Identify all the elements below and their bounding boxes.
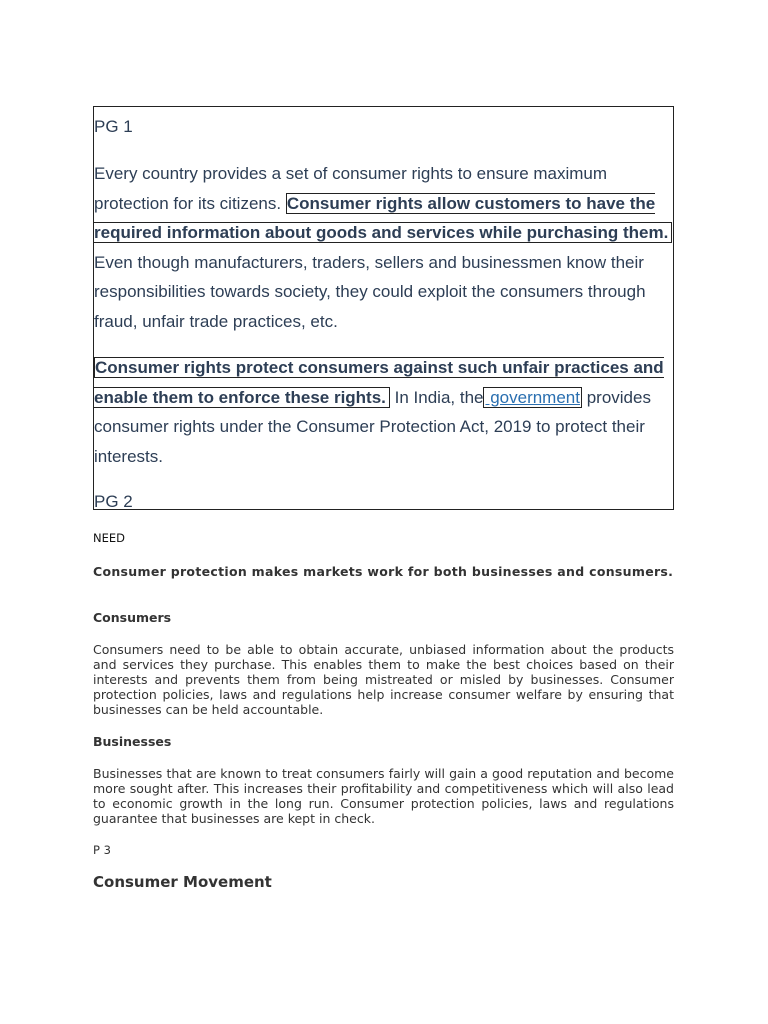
- consumers-paragraph: Consumers need to be able to obtain accurate, unbiased information about the products and services they purchase. This enables them to make the best choices based on their interests and prevents them from being mistreated or misled by businesses. Consumer protection policies, laws and regulations help increase consumer welfare by ensuring that businesses can be held accountable.: [93, 642, 674, 717]
- businesses-paragraph: Businesses that are known to treat consumers fairly will gain a good reputation and become more sought after. This increases their profitability and competitiveness which will also lead to economic growth in the long run. Consumer protection policies, laws and regulations guarantee that businesses are kept in check.: [93, 766, 674, 826]
- consumer-movement-heading: Consumer Movement: [93, 873, 272, 891]
- pg3-label: P 3: [93, 843, 111, 857]
- pg1-paragraph-2: [94, 353, 674, 471]
- need-label: NEED: [93, 531, 125, 545]
- pg2-label: PG 2: [94, 492, 133, 511]
- government-link[interactable]: government: [485, 387, 580, 407]
- pg1-para1-highlight: Consumer rights allow customers to have the required information about goods and services while purchasing them.: [94, 193, 672, 244]
- pg1-para2-tail: provides consumer rights under the Consumer Protection Act, 2019 to protect their interests.: [94, 387, 651, 466]
- pg1-para1-lead: Every country provides a set of consumer rights to ensure maximum protection for its citizens.: [94, 164, 608, 213]
- consumers-heading: Consumers: [93, 610, 172, 625]
- need-intro: Consumer protection makes markets work for both businesses and consumers.: [93, 564, 674, 579]
- pg1-para2-highlight: Consumer rights protect consumers against such unfair practices and enable them to enforce these rights.: [94, 358, 664, 407]
- businesses-heading: Businesses: [93, 734, 172, 749]
- pg1-box: [93, 106, 674, 510]
- pg1-label: PG 1: [94, 117, 133, 136]
- pg1-para2-mid: In India, the: [389, 387, 484, 407]
- pg1-para1-tail: Even though manufacturers, traders, sellers and businessmen know their responsibilities towards society, they could exploit the consumers through fraud, unfair trade practices, etc.: [94, 252, 646, 331]
- pg1-paragraph-1: [94, 159, 674, 336]
